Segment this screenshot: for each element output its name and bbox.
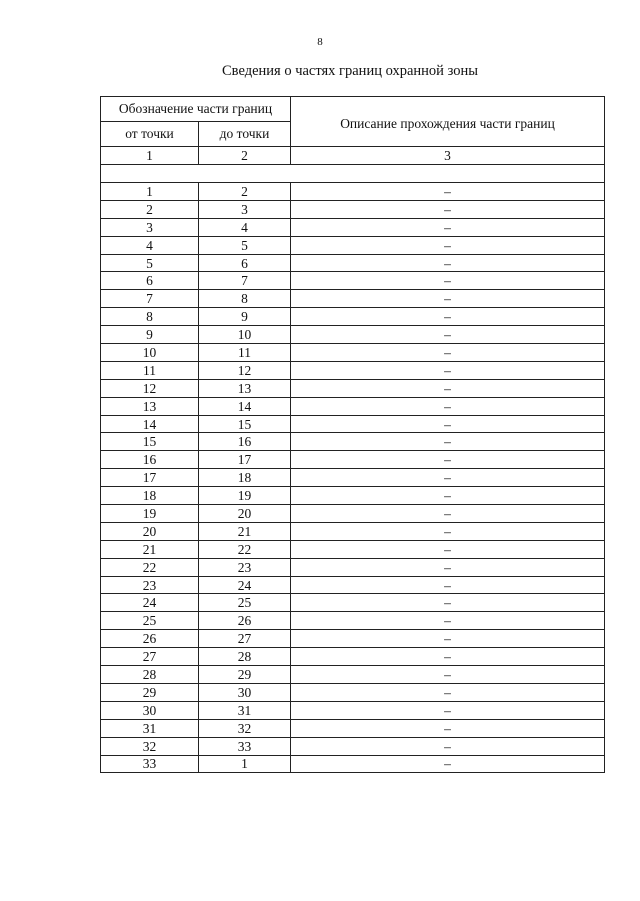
to-point-cell: 4: [199, 218, 291, 236]
table-row: [101, 183, 605, 201]
to-point-cell: 28: [199, 648, 291, 666]
description-cell: –: [291, 218, 605, 236]
table-row: [101, 272, 605, 290]
from-point-cell: 11: [101, 361, 199, 379]
column-number: 1: [101, 147, 199, 165]
description-cell: –: [291, 558, 605, 576]
table-row: [101, 612, 605, 630]
from-point-cell: 10: [101, 344, 199, 362]
from-point-cell: 12: [101, 379, 199, 397]
description-cell: –: [291, 272, 605, 290]
from-point-cell: 23: [101, 576, 199, 594]
table-row: [101, 755, 605, 773]
from-point-cell: 6: [101, 272, 199, 290]
from-point-cell: 18: [101, 487, 199, 505]
from-point-cell: 19: [101, 505, 199, 523]
to-point-cell: 3: [199, 200, 291, 218]
description-cell: –: [291, 755, 605, 773]
to-point-cell: 10: [199, 326, 291, 344]
to-point-cell: 15: [199, 415, 291, 433]
description-cell: –: [291, 666, 605, 684]
description-cell: –: [291, 308, 605, 326]
from-point-cell: 24: [101, 594, 199, 612]
description-cell: –: [291, 451, 605, 469]
from-point-cell: 1: [101, 183, 199, 201]
to-point-cell: 2: [199, 183, 291, 201]
to-point-cell: 27: [199, 630, 291, 648]
from-point-cell: 25: [101, 612, 199, 630]
description-cell: –: [291, 236, 605, 254]
description-cell: –: [291, 594, 605, 612]
from-point-cell: 31: [101, 719, 199, 737]
blank-section-row: [101, 165, 605, 183]
table-row: [101, 701, 605, 719]
description-cell: –: [291, 200, 605, 218]
to-point-cell: 32: [199, 719, 291, 737]
blank-section-cell: [101, 165, 605, 183]
table-row: [101, 326, 605, 344]
description-cell: –: [291, 379, 605, 397]
to-point-cell: 29: [199, 666, 291, 684]
to-point-cell: 5: [199, 236, 291, 254]
to-point-cell: 6: [199, 254, 291, 272]
column-number-row: [101, 147, 605, 165]
column-number: 2: [199, 147, 291, 165]
description-cell: –: [291, 487, 605, 505]
table-row: [101, 290, 605, 308]
description-cell: –: [291, 719, 605, 737]
description-cell: –: [291, 737, 605, 755]
table-row: [101, 218, 605, 236]
to-point-cell: 16: [199, 433, 291, 451]
description-cell: –: [291, 290, 605, 308]
description-cell: –: [291, 183, 605, 201]
table-row: [101, 487, 605, 505]
to-point-cell: 26: [199, 612, 291, 630]
description-cell: –: [291, 254, 605, 272]
from-point-cell: 33: [101, 755, 199, 773]
to-point-cell: 19: [199, 487, 291, 505]
description-cell: –: [291, 344, 605, 362]
description-cell: –: [291, 469, 605, 487]
description-cell: –: [291, 576, 605, 594]
to-point-cell: 23: [199, 558, 291, 576]
table-row: [101, 397, 605, 415]
from-point-cell: 9: [101, 326, 199, 344]
to-point-cell: 22: [199, 540, 291, 558]
from-point-cell: 16: [101, 451, 199, 469]
to-point-cell: 13: [199, 379, 291, 397]
from-point-cell: 8: [101, 308, 199, 326]
header-boundary-description: Описание прохождения части границ: [291, 97, 605, 147]
to-point-cell: 11: [199, 344, 291, 362]
table-row: [101, 379, 605, 397]
from-point-cell: 28: [101, 666, 199, 684]
from-point-cell: 3: [101, 218, 199, 236]
from-point-cell: 7: [101, 290, 199, 308]
from-point-cell: 5: [101, 254, 199, 272]
to-point-cell: 25: [199, 594, 291, 612]
description-cell: –: [291, 630, 605, 648]
to-point-cell: 31: [199, 701, 291, 719]
from-point-cell: 27: [101, 648, 199, 666]
to-point-cell: 14: [199, 397, 291, 415]
from-point-cell: 4: [101, 236, 199, 254]
table-row: [101, 522, 605, 540]
table-row: [101, 415, 605, 433]
from-point-cell: 2: [101, 200, 199, 218]
to-point-cell: 24: [199, 576, 291, 594]
table-row: [101, 558, 605, 576]
to-point-cell: 9: [199, 308, 291, 326]
description-cell: –: [291, 433, 605, 451]
from-point-cell: 29: [101, 683, 199, 701]
description-cell: –: [291, 648, 605, 666]
table-row: [101, 361, 605, 379]
from-point-cell: 22: [101, 558, 199, 576]
description-cell: –: [291, 397, 605, 415]
to-point-cell: 21: [199, 522, 291, 540]
document-title: Сведения о частях границ охранной зоны: [222, 63, 478, 79]
boundary-parts-table: [100, 96, 605, 773]
table-row: [101, 308, 605, 326]
table-row: [101, 505, 605, 523]
table-row: [101, 254, 605, 272]
to-point-cell: 30: [199, 683, 291, 701]
table-row: [101, 540, 605, 558]
page-number: 8: [317, 36, 323, 48]
description-cell: –: [291, 612, 605, 630]
to-point-cell: 12: [199, 361, 291, 379]
column-number: 3: [291, 147, 605, 165]
table-row: [101, 236, 605, 254]
from-point-cell: 20: [101, 522, 199, 540]
table-row: [101, 469, 605, 487]
description-cell: –: [291, 683, 605, 701]
table-row: [101, 648, 605, 666]
description-cell: –: [291, 505, 605, 523]
description-cell: –: [291, 326, 605, 344]
header-to-point: до точки: [199, 122, 291, 147]
from-point-cell: 26: [101, 630, 199, 648]
from-point-cell: 21: [101, 540, 199, 558]
description-cell: –: [291, 701, 605, 719]
description-cell: –: [291, 522, 605, 540]
table-row: [101, 200, 605, 218]
from-point-cell: 13: [101, 397, 199, 415]
table-row: [101, 433, 605, 451]
table-row: [101, 630, 605, 648]
to-point-cell: 1: [199, 755, 291, 773]
to-point-cell: 17: [199, 451, 291, 469]
header-from-point: от точки: [101, 122, 199, 147]
table-row: [101, 576, 605, 594]
table-row: [101, 594, 605, 612]
description-cell: –: [291, 361, 605, 379]
from-point-cell: 15: [101, 433, 199, 451]
from-point-cell: 14: [101, 415, 199, 433]
to-point-cell: 20: [199, 505, 291, 523]
to-point-cell: 33: [199, 737, 291, 755]
from-point-cell: 32: [101, 737, 199, 755]
table-row: [101, 683, 605, 701]
to-point-cell: 8: [199, 290, 291, 308]
to-point-cell: 18: [199, 469, 291, 487]
to-point-cell: 7: [199, 272, 291, 290]
header-boundary-designation: Обозначение части границ: [101, 97, 291, 122]
from-point-cell: 30: [101, 701, 199, 719]
table-row: [101, 344, 605, 362]
description-cell: –: [291, 415, 605, 433]
table-row: [101, 451, 605, 469]
table-header-row: [101, 97, 605, 122]
table-row: [101, 666, 605, 684]
table-row: [101, 719, 605, 737]
table-row: [101, 737, 605, 755]
from-point-cell: 17: [101, 469, 199, 487]
description-cell: –: [291, 540, 605, 558]
